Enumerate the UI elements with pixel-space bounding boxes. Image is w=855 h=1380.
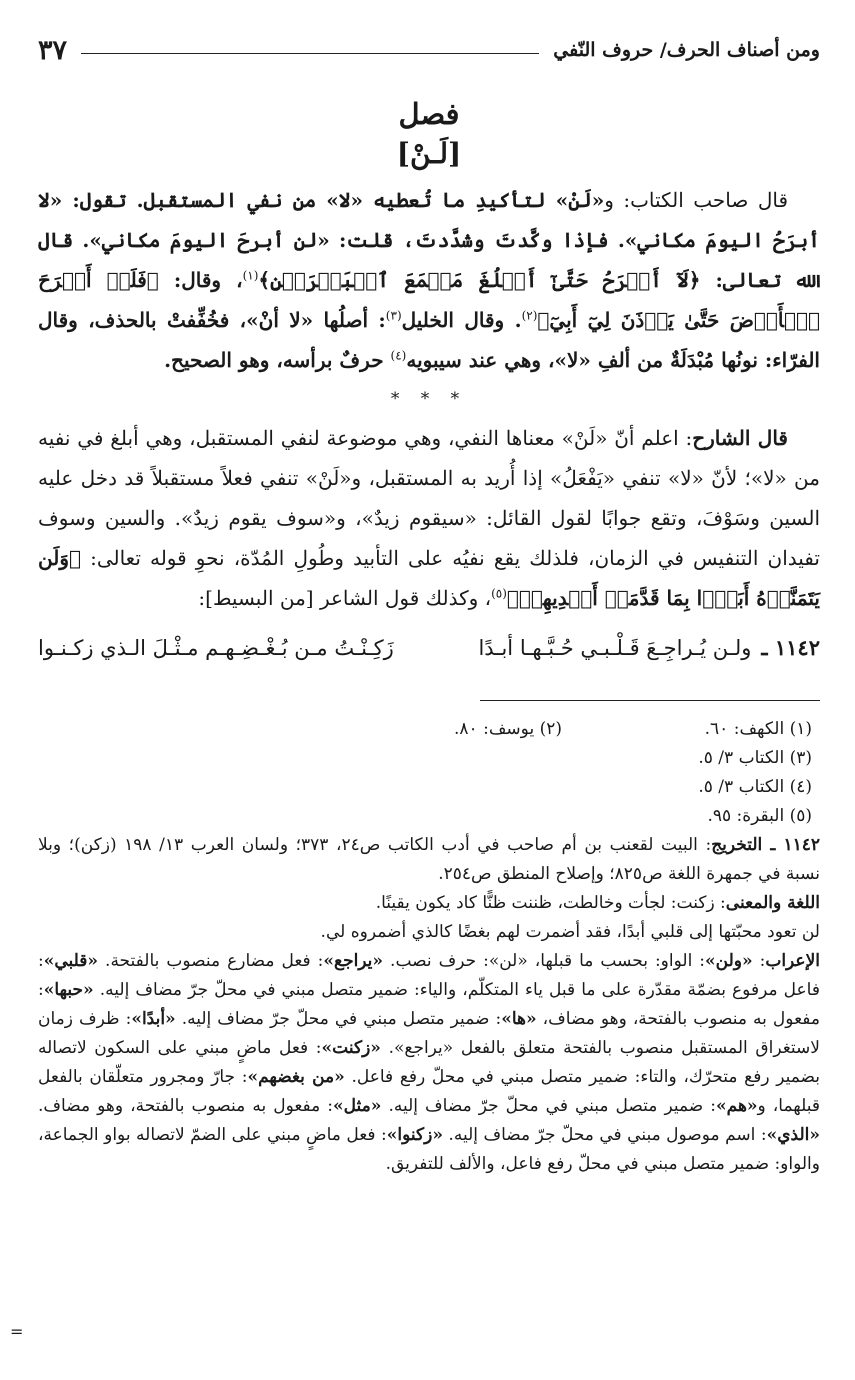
- page-number: ٣٧: [38, 34, 68, 66]
- author-text-paragraph: [38, 180, 820, 380]
- text-run: ﴿فَلَنۡ أَبۡرَحَ ٱلۡأَرۡضَ حَتَّىٰ يَأۡذَنَ لِيٓ أَبِيٓ﴾: [38, 268, 820, 332]
- footnote-ref: (٥): [491, 586, 507, 601]
- text-run: : اسم موصول مبني في محلّ جرّ مضاف إليه.: [442, 1125, 767, 1145]
- header-title: ومن أصناف الحرف/ حروف النّفي: [553, 39, 820, 61]
- header-rule: [81, 53, 539, 54]
- running-header: [38, 28, 820, 72]
- note-paragraph: [38, 889, 820, 918]
- text-run: «لَنْ» لتأكيدِ ما تُعطيه «لا» من نفي المستقبل. تقول: «لا أبرَحُ اليومَ مكاني». فإذا وكَّدتَ وشدَّدتَ، قلت: «لن أبرحَ اليومَ مكاني». قال الله تعالى:: [38, 188, 821, 292]
- text-run: : مفعول به منصوب بالفتحة، وهو مضاف.: [38, 1096, 334, 1116]
- text-run: ، وقال:: [158, 268, 243, 292]
- text-run: «من بغضهم»: [247, 1067, 345, 1087]
- text-run: : فعل ماضٍ مبني على الضمّ لاتصاله بواو الجماعة، والواو: ضمير متصل مبني في محلّ رفع فاعل، والألف للتفريق.: [38, 1125, 820, 1174]
- text-run: «الذي»: [766, 1125, 820, 1145]
- footnote-item: (٥) البقرة: ٩٥.: [707, 806, 812, 826]
- text-run: : فاعل مرفوع بضمّة مقدّرة على ما قبل ياء المتكلّم، والياء: ضمير متصل مبني في محلّ جرّ مضاف إليه.: [38, 951, 820, 1000]
- text-run: : أصلُها «لا أنْ»، فخُفِّفتْ بالحذف، وقال الفرّاء: نونُها مُبْدَلَةٌ من ألفِ «لا»، وهي عند سيبويه: [38, 308, 820, 372]
- text-run: لن تعود محبّتها إلى قلبي أبدًا، فقد أضمرت لهم بغضًا كالذي أضمروه لي.: [320, 922, 820, 942]
- book-page: [38, 28, 820, 1179]
- text-run: :: [752, 951, 766, 971]
- note-paragraph: [38, 831, 820, 889]
- verse-second-hemistich: زَكِـنْـتُ مـن بُـغْـضِـهـم مـثْـلَ الـذي زكـنـوا: [38, 636, 394, 660]
- note-paragraph: [38, 918, 820, 947]
- footnote-item: (١) الكهف: ٦٠.: [704, 719, 812, 739]
- section-separator: * * *: [390, 389, 468, 409]
- text-run: : مفعول به منصوب بالفتحة، وهو مضاف،: [38, 980, 820, 1029]
- text-run: «يراجع»: [323, 951, 384, 971]
- text-run: «زكنوا»: [386, 1125, 443, 1145]
- footnote-ref: (٣): [385, 308, 402, 323]
- footnote-item: [312, 773, 562, 802]
- text-run: «هم»: [716, 1096, 758, 1116]
- text-run: «مثل»: [333, 1096, 382, 1116]
- text-run: «ها»: [501, 1009, 537, 1029]
- footnote-ref: (٢): [521, 308, 538, 323]
- text-run: : الواو: بحسب ما قبلها، «لن»: حرف نصب.: [383, 951, 706, 971]
- section-title: فصل: [398, 97, 460, 131]
- text-run: : جارّ ومجرور متعلّقان بالفعل قبلهما، و: [38, 1067, 820, 1116]
- text-run: اللغة والمعنى: [725, 893, 820, 913]
- footnote-item: (٤) الكتاب ٣/ ٥.: [698, 777, 812, 797]
- footnote-item: (٣) الكتاب ٣/ ٥.: [698, 748, 812, 768]
- text-run: . وقال الخليل: [401, 308, 522, 332]
- section-subtitle: [لَـنْ]: [396, 137, 462, 170]
- footnote-ref: (١): [242, 268, 259, 283]
- footnotes-list: [38, 715, 820, 831]
- continuation-mark: =: [10, 1322, 24, 1341]
- text-run: : فعل مضارع منصوب بالفتحة.: [98, 951, 324, 971]
- text-run: حرفٌ برأسه، وهو الصحيح.: [164, 348, 391, 372]
- text-run: «ولن»: [705, 951, 753, 971]
- text-run: قال الشارح: [692, 426, 788, 450]
- text-run: : ضمير متصل مبني في محلّ جرّ مضاف إليه.: [381, 1096, 716, 1116]
- footnote-item: (٢) يوسف: ٨٠.: [454, 719, 562, 739]
- text-run: الإعراب: [765, 951, 820, 971]
- text-run: : ضمير متصل مبني في محلّ جرّ مضاف إليه.: [175, 1009, 502, 1029]
- note-paragraph: [38, 947, 820, 1179]
- footnote-ref: (٤): [390, 348, 407, 363]
- text-run: «قلبي»: [43, 951, 99, 971]
- text-run: : ظرف زمان لاستغراق المستقبل منصوب بالفتحة متعلق بالفعل «يراجع».: [38, 1009, 820, 1058]
- text-run: ﴿لَآ أَبۡرَحُ حَتَّىٰٓ أَبۡلُغَ مَجۡمَعَ ٱلۡبَحۡرَيۡنِ﴾: [258, 268, 701, 292]
- text-run: «حبها»: [43, 980, 94, 1000]
- verse-number: ١١٤٢ ـ: [761, 635, 820, 660]
- poetry-verse: [38, 628, 820, 668]
- verse-notes: [38, 831, 820, 1179]
- text-run: : زكنت: لجأت وخالطت، ظننت ظنًّا كاد يكون يقينًا.: [375, 893, 726, 913]
- text-run: ، وكذلك قول الشاعر [من البسيط]:: [198, 586, 492, 610]
- text-run: : البيت لقعنب بن أم صاحب في أدب الكاتب ص٢٤، ٣٧٣؛ ولسان العرب ١٣/ ١٩٨ (زكن)؛ وبلا نسبة في جمهرة اللغة ص٨٢٥؛ وإصلاح المنطق ص٢٥٤.: [38, 835, 820, 884]
- text-run: : فعل ماضٍ مبني على السكون لاتصاله بضمير رفع متحرّك، والتاء: ضمير متصل مبني في محلّ رفع فاعل.: [38, 1038, 821, 1087]
- commentary-paragraph: [38, 418, 820, 618]
- text-run: : اعلم أنّ «لَنْ» معناها النفي، وهي موضوعة لنفي المستقبل، وهي أبلغ في نفيه من «لا»؛ لأنّ «لا» تنفي «يَفْعَلُ» إذا أُريد به المستقبل، و«لَنْ» تنفي فعلاً مستقبلاً قد دخل عليه السين وسَوْفَ، وتقع جوابًا لقول القائل: «سيقوم زيدٌ»، و«سوف يقوم زيدٌ». والسين وسوف تفيدان التنفيس في الزمان، فلذلك يقع نفيُه على التأبيد وطُولِ المُدّة، نحوِ قوله تعالى:: [38, 426, 820, 570]
- footnote-item: [312, 802, 562, 831]
- verse-first-hemistich: ولـن يُـراجِـعَ قَـلْـبـي حُـبَّـهـا أبـدًا: [478, 636, 752, 660]
- text-run: «أبدًا»: [131, 1009, 176, 1029]
- text-run: ﴿وَلَن يَتَمَنَّوۡهُ أَبَدَۢا بِمَا قَدَّمَتۡ أَيۡدِيهِمۡ﴾: [38, 546, 820, 610]
- footnote-item: [312, 744, 562, 773]
- text-run: قال صاحب الكتاب: و: [604, 188, 789, 212]
- text-run: ١١٤٢ ـ التخريج: [711, 835, 820, 855]
- footnote-rule: [480, 700, 820, 701]
- text-run: «زكنت»: [321, 1038, 381, 1058]
